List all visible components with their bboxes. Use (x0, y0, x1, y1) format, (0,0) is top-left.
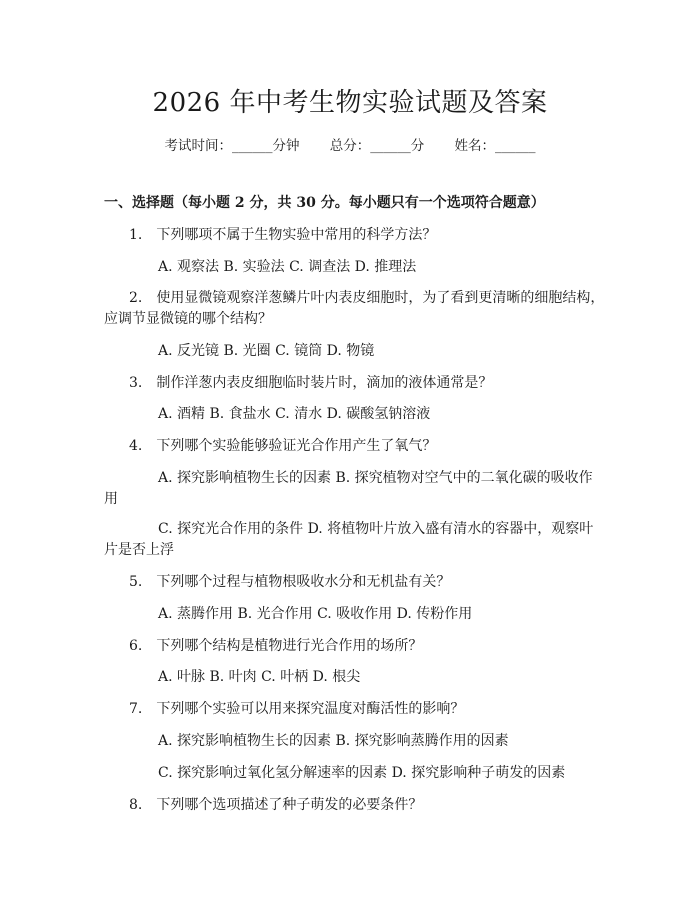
question-5-options: A. 蒸腾作用 B. 光合作用 C. 吸收作用 D. 传粉作用 (158, 606, 473, 622)
exam-meta (0, 134, 700, 154)
question-4-options-cd: C. 探究光合作用的条件 D. 将植物叶片放入盛有清水的容器中，观察叶 (158, 521, 594, 537)
question-3: 3. 制作洋葱内表皮细胞临时装片时，滴加的液体通常是？ (129, 375, 493, 391)
question-7-options-cd: C. 探究影响过氧化氢分解速率的因素 D. 探究影响种子萌发的因素 (158, 765, 566, 781)
exam-time: 考试时间：______分钟 (164, 138, 300, 154)
question-2: 2. 使用显微镜观察洋葱鳞片叶内表皮细胞时，为了看到更清晰的细胞结构， (129, 290, 605, 306)
question-7: 7. 下列哪个实验可以用来探究温度对酶活性的影响？ (129, 701, 465, 717)
question-1-options: A. 观察法 B. 实验法 C. 调查法 D. 推理法 (158, 259, 417, 275)
exam-name: 姓名：______ (454, 138, 536, 154)
page-title: 2026 年中考生物实验试题及答案 (152, 88, 548, 118)
question-2-continued: 应调节显微镜的哪个结构？ (104, 311, 272, 327)
question-6-options: A. 叶脉 B. 叶肉 C. 叶柄 D. 根尖 (158, 669, 361, 685)
exam-total-score: 总分：______分 (329, 138, 425, 154)
question-8: 8. 下列哪个选项描述了种子萌发的必要条件？ (129, 797, 423, 813)
question-4: 4. 下列哪个实验能够验证光合作用产生了氧气？ (129, 438, 437, 454)
question-4-options-ab-continued: 用 (104, 491, 118, 507)
question-7-options-ab: A. 探究影响植物生长的因素 B. 探究影响蒸腾作用的因素 (158, 733, 509, 749)
question-1: 1. 下列哪项不属于生物实验中常用的科学方法？ (129, 227, 437, 243)
question-2-options: A. 反光镜 B. 光圈 C. 镜筒 D. 物镜 (158, 343, 375, 359)
question-4-options-cd-continued: 片是否上浮 (104, 542, 174, 558)
question-6: 6. 下列哪个结构是植物进行光合作用的场所？ (129, 638, 423, 654)
question-5: 5. 下列哪个过程与植物根吸收水分和无机盐有关？ (129, 574, 451, 590)
question-3-options: A. 酒精 B. 食盐水 C. 清水 D. 碳酸氢钠溶液 (158, 406, 431, 422)
section-heading: 一、选择题（每小题 2 分，共 30 分。每小题只有一个选项符合题意） (104, 195, 545, 211)
question-4-options-ab: A. 探究影响植物生长的因素 B. 探究植物对空气中的二氧化碳的吸收作 (158, 470, 593, 486)
